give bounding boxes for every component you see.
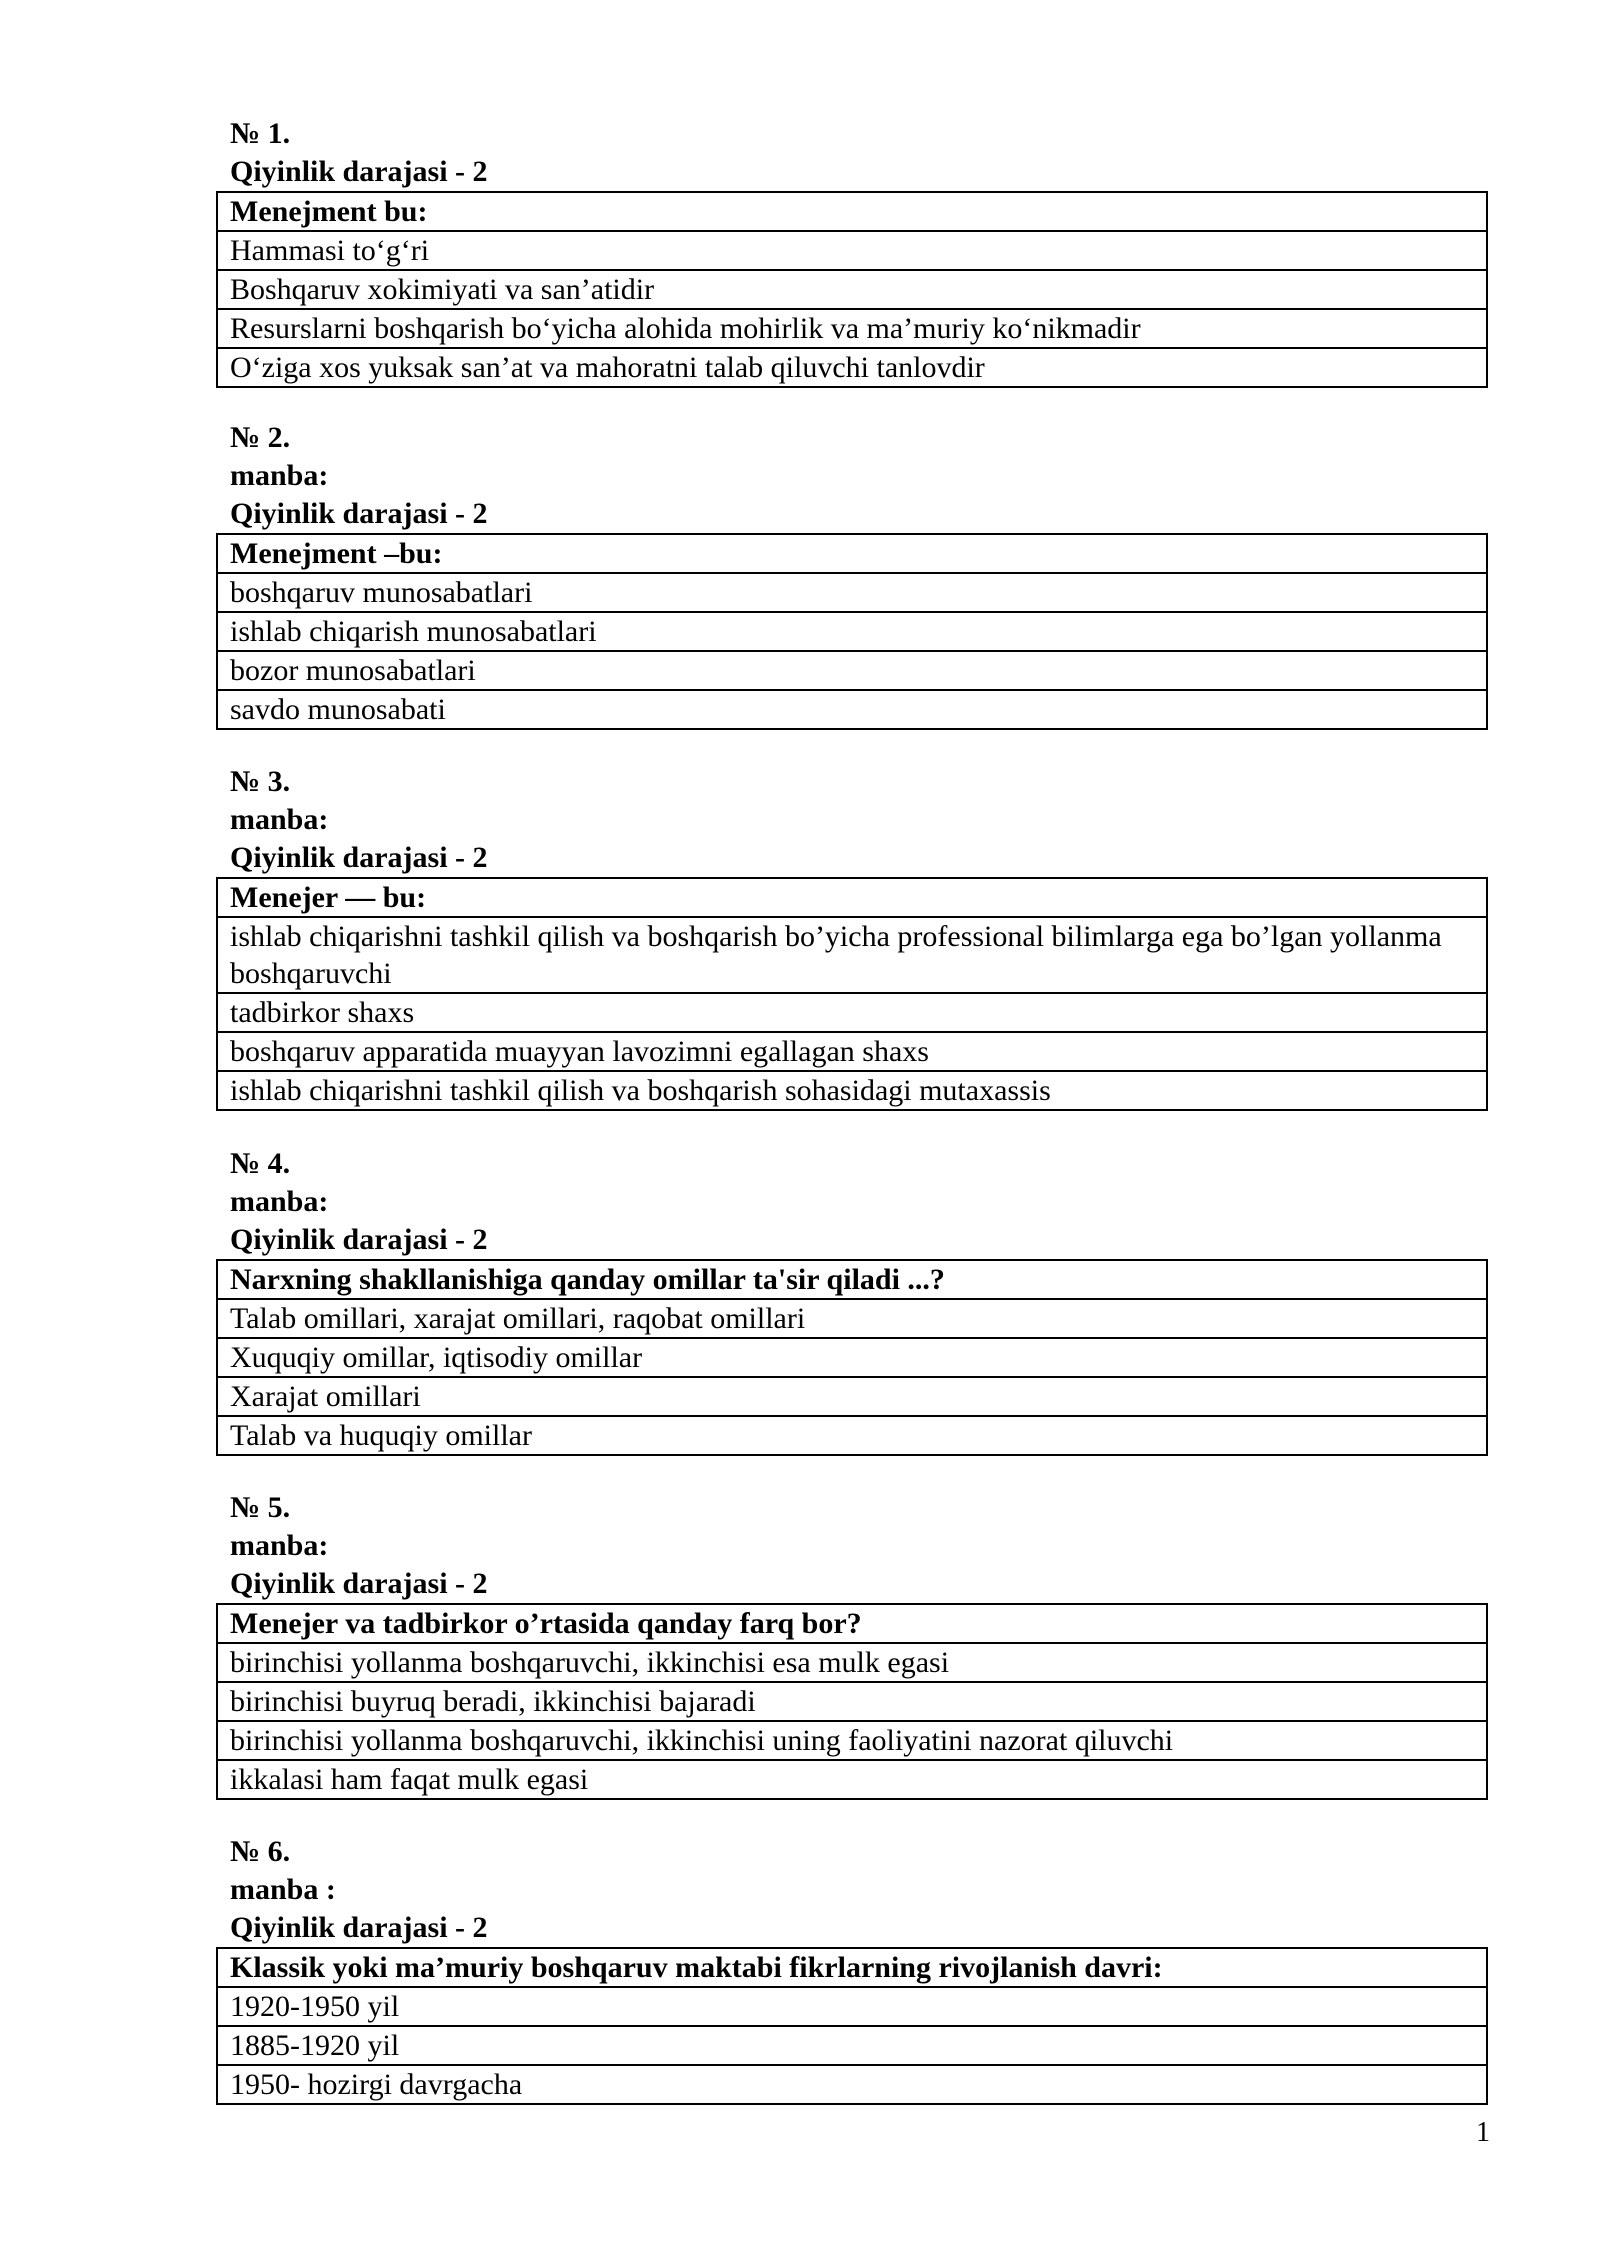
answer-option: birinchisi yollanma boshqaruvchi, ikkinchisi esa mulk egasi bbox=[217, 1643, 1487, 1682]
question-4 bbox=[216, 1145, 1488, 1456]
source-label: manba: bbox=[230, 459, 329, 492]
question-stem: Menejer va tadbirkor o’rtasida qanday farq bor? bbox=[217, 1604, 1487, 1643]
answer-option: Talab omillari, xarajat omillari, raqobat omillari bbox=[217, 1299, 1487, 1338]
answer-option: O‘ziga xos yuksak san’at va mahoratni talab qiluvchi tanlovdir bbox=[217, 348, 1487, 387]
source-label: manba : bbox=[230, 1873, 336, 1906]
answer-option: tadbirkor shaxs bbox=[217, 993, 1487, 1032]
answer-option: boshqaruv munosabatlari bbox=[217, 573, 1487, 612]
question-table bbox=[216, 1947, 1488, 2105]
difficulty-label: Qiyinlik darajasi - 2 bbox=[230, 497, 488, 530]
source-label: manba: bbox=[230, 1185, 329, 1218]
difficulty-label: Qiyinlik darajasi - 2 bbox=[230, 1223, 488, 1256]
question-number: № 5. bbox=[230, 1491, 291, 1524]
difficulty-label: Qiyinlik darajasi - 2 bbox=[230, 841, 488, 874]
source-label: manba: bbox=[230, 1529, 329, 1562]
difficulty-label: Qiyinlik darajasi - 2 bbox=[230, 1911, 488, 1944]
question-table bbox=[216, 1603, 1488, 1800]
question-number: № 1. bbox=[230, 117, 291, 150]
difficulty-label: Qiyinlik darajasi - 2 bbox=[230, 155, 488, 188]
answer-option: savdo munosabati bbox=[217, 690, 1487, 729]
answer-option: 1920-1950 yil bbox=[217, 1987, 1487, 2026]
question-number: № 4. bbox=[230, 1147, 291, 1180]
question-stem: Menejer — bu: bbox=[217, 878, 1487, 917]
question-6 bbox=[216, 1833, 1488, 2105]
answer-option: ishlab chiqarishni tashkil qilish va boshqarish sohasidagi mutaxassis bbox=[217, 1071, 1487, 1110]
source-label: manba: bbox=[230, 803, 329, 836]
question-table bbox=[216, 533, 1488, 730]
answer-option: ishlab chiqarishni tashkil qilish va boshqarish bo’yicha professional bilimlarga ega bo’lgan yollanma boshqaruvchi bbox=[217, 917, 1487, 993]
question-3 bbox=[216, 763, 1488, 1111]
answer-option: Hammasi to‘g‘ri bbox=[217, 231, 1487, 270]
question-1 bbox=[216, 115, 1488, 388]
question-number: № 2. bbox=[230, 421, 291, 454]
question-stem: Menejment bu: bbox=[217, 192, 1487, 231]
question-number: № 6. bbox=[230, 1835, 291, 1868]
answer-option: Xarajat omillari bbox=[217, 1377, 1487, 1416]
answer-option: ikkalasi ham faqat mulk egasi bbox=[217, 1760, 1487, 1799]
answer-option: Talab va huquqiy omillar bbox=[217, 1416, 1487, 1455]
question-table bbox=[216, 877, 1488, 1111]
page-number: 1 bbox=[1476, 2117, 1490, 2148]
difficulty-label: Qiyinlik darajasi - 2 bbox=[230, 1567, 488, 1600]
question-table bbox=[216, 191, 1488, 388]
answer-option: Resurslarni boshqarish bo‘yicha alohida mohirlik va ma’muriy ko‘nikmadir bbox=[217, 309, 1487, 348]
question-2 bbox=[216, 419, 1488, 730]
answer-option: 1950- hozirgi davrgacha bbox=[217, 2065, 1487, 2104]
answer-option: 1885-1920 yil bbox=[217, 2026, 1487, 2065]
answer-option: Boshqaruv xokimiyati va san’atidir bbox=[217, 270, 1487, 309]
question-table bbox=[216, 1259, 1488, 1456]
question-number: № 3. bbox=[230, 765, 291, 798]
answer-option: boshqaruv apparatida muayyan lavozimni egallagan shaxs bbox=[217, 1032, 1487, 1071]
answer-option: birinchisi yollanma boshqaruvchi, ikkinchisi uning faoliyatini nazorat qiluvchi bbox=[217, 1721, 1487, 1760]
question-stem: Klassik yoki ma’muriy boshqaruv maktabi fikrlarning rivojlanish davri: bbox=[217, 1948, 1487, 1987]
answer-option: bozor munosabatlari bbox=[217, 651, 1487, 690]
question-stem: Menejment –bu: bbox=[217, 534, 1487, 573]
question-5 bbox=[216, 1489, 1488, 1800]
question-stem: Narxning shakllanishiga qanday omillar ta'sir qiladi ...? bbox=[217, 1260, 1487, 1299]
answer-option: Xuquqiy omillar, iqtisodiy omillar bbox=[217, 1338, 1487, 1377]
answer-option: birinchisi buyruq beradi, ikkinchisi bajaradi bbox=[217, 1682, 1487, 1721]
answer-option: ishlab chiqarish munosabatlari bbox=[217, 612, 1487, 651]
